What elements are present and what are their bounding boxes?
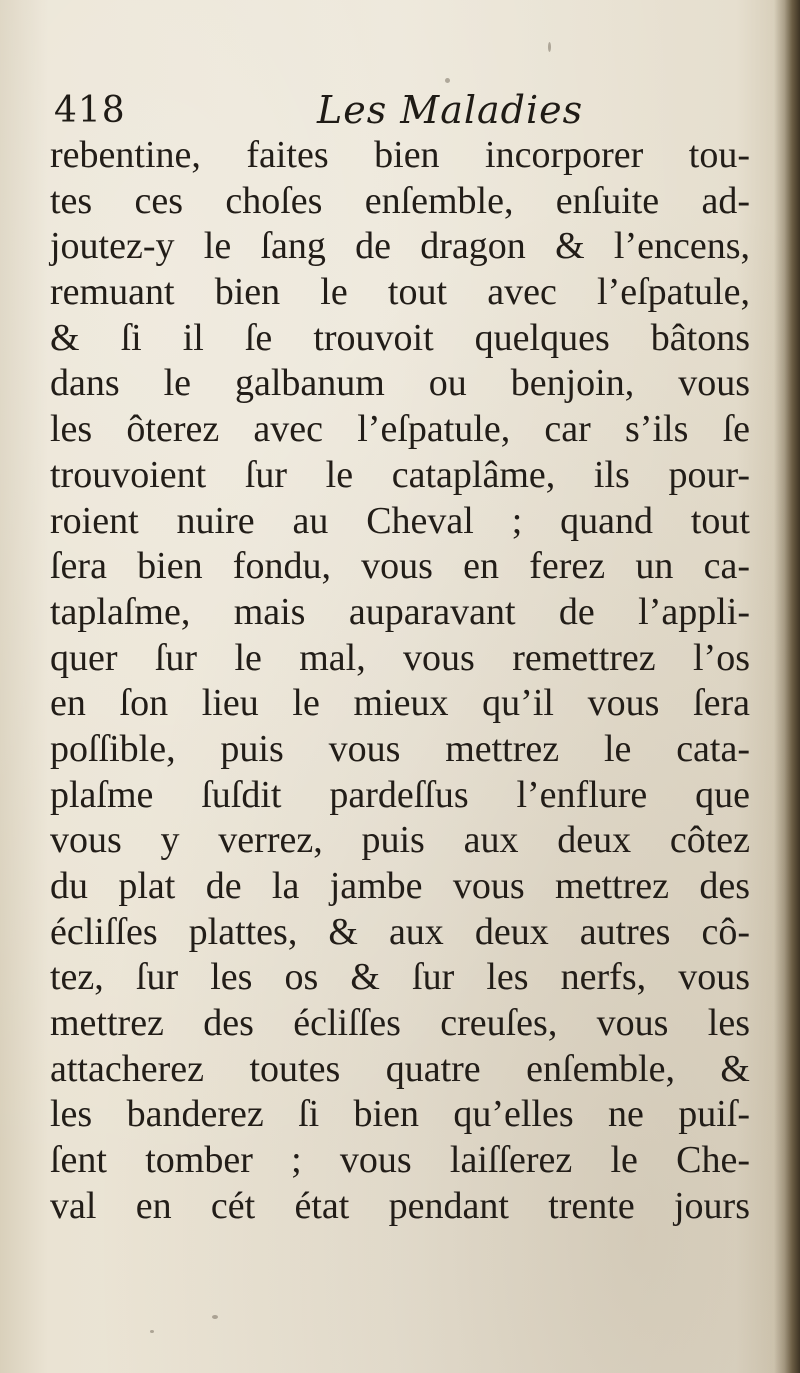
paper-speck: [150, 1330, 154, 1333]
text-line: rebentine, faites bien incorporer tou-: [50, 134, 750, 176]
text-line: dans le galbanum ou benjoin, vous: [50, 362, 750, 405]
page-number: 418: [54, 90, 126, 131]
text-line: poſſible, puis vous mettrez le cata-: [50, 727, 750, 770]
paper-speck: [548, 42, 551, 52]
text-line: tez, ſur les os & ſur les nerfs, vous: [50, 956, 750, 999]
text-line: ſera bien fondu, vous en ferez un ca-: [50, 545, 750, 588]
text-line: trouvoient ſur le cataplâme, ils pour-: [50, 453, 750, 496]
text-line: les ôterez avec l’eſpatule, car s’ils ſe: [50, 408, 750, 451]
text-line: roient nuire au Cheval ; quand tout: [50, 499, 750, 542]
paper-speck: [212, 1315, 218, 1319]
body-text: [50, 133, 750, 1230]
text-line: val en cét état pendant trente jours: [50, 1184, 750, 1227]
text-line: taplaſme, mais auparavant de l’appli-: [50, 590, 750, 633]
text-line: joutez-y le ſang de dragon & l’encens,: [50, 225, 750, 268]
text-line: quer ſur le mal, vous remettrez l’os: [50, 636, 750, 679]
text-line: écliſſes plattes, & aux deux autres cô-: [50, 910, 750, 953]
text-line: remuant bien le tout avec l’eſpatule,: [50, 271, 750, 314]
page-header: [52, 88, 752, 136]
paper-speck: [445, 78, 450, 83]
text-line: attacherez toutes quatre enſemble, &: [50, 1047, 750, 1090]
text-line: mettrez des écliſſes creuſes, vous les: [50, 1002, 750, 1045]
page-binding-edge: [774, 0, 800, 1373]
text-line: en ſon lieu le mieux qu’il vous ſera: [50, 682, 750, 725]
text-line: les banderez ſi bien qu’elles ne puiſ-: [50, 1093, 750, 1136]
running-title: Les Maladies: [317, 88, 584, 132]
text-line: tes ces choſes enſemble, enſuite ad-: [50, 179, 750, 222]
text-line: & ſi il ſe trouvoit quelques bâtons: [50, 316, 750, 359]
text-line: plaſme ſuſdit pardeſſus l’enflure que: [50, 773, 750, 816]
text-line: du plat de la jambe vous mettrez des: [50, 865, 750, 907]
text-line: ſent tomber ; vous laiſſerez le Che-: [50, 1139, 750, 1182]
text-line: vous y verrez, puis aux deux côtez: [50, 819, 750, 862]
